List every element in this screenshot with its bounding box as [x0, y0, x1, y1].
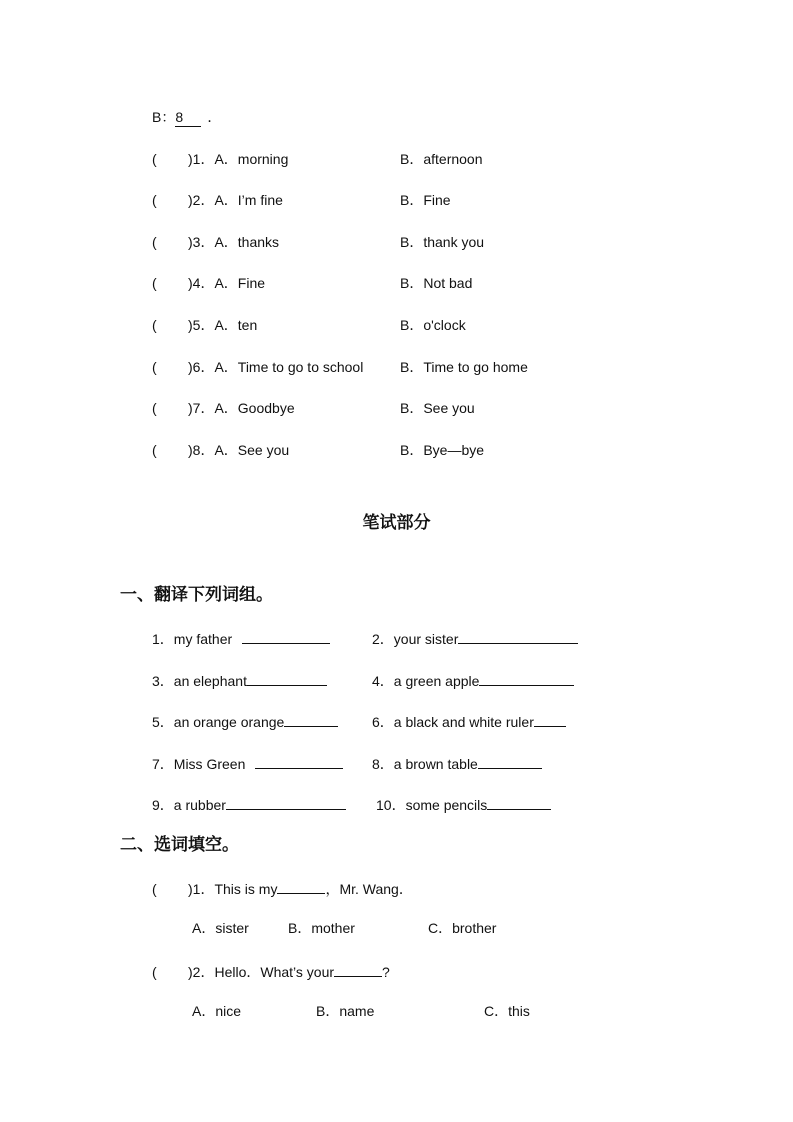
answer-line: [152, 108, 221, 127]
translation-item: [152, 670, 327, 690]
option-a: A．Fine: [214, 275, 266, 291]
phrase: 7．Miss Green: [152, 756, 246, 772]
listening-item: [152, 358, 363, 376]
answer-blank[interactable]: [479, 670, 574, 686]
option-c: C．brother: [428, 920, 497, 936]
option-b: B．Fine: [400, 192, 451, 208]
listening-item: [152, 233, 279, 251]
answer-label: B：: [152, 109, 176, 125]
item-number: )7．: [188, 400, 215, 416]
phrase: 2．your sister: [372, 631, 459, 647]
answer-blank[interactable]: [487, 794, 551, 810]
answer-blank[interactable]: [255, 753, 343, 769]
answer-blank[interactable]: [242, 628, 330, 644]
option-a: A．sister: [192, 920, 249, 936]
listening-item: [152, 399, 295, 417]
item-number: )4．: [188, 275, 215, 291]
translation-item: [372, 753, 542, 773]
listening-item: [152, 191, 283, 209]
question-2: [152, 961, 390, 981]
answer-blank[interactable]: [334, 961, 382, 977]
phrase: 9．a rubber: [152, 797, 226, 813]
phrase: 5．an orange orange: [152, 714, 285, 730]
translation-item: [152, 628, 330, 648]
answer-value: 8: [175, 108, 201, 127]
answer-paren[interactable]: (: [152, 192, 157, 208]
option-b: B．mother: [288, 920, 355, 936]
written-part-title: 笔试部分: [362, 513, 431, 533]
option-b: B．name: [316, 1003, 375, 1019]
option-a: A．Time to go to school: [214, 359, 364, 375]
option-b: B．afternoon: [400, 151, 483, 167]
translation-item: [152, 794, 346, 814]
option-a: A．nice: [192, 1003, 242, 1019]
answer-blank[interactable]: [277, 878, 325, 894]
item-number: )6．: [188, 359, 215, 375]
question-text-end: ，Mr. Wang．: [325, 881, 413, 897]
option-a: A．Goodbye: [214, 400, 295, 416]
question-number: )2．: [188, 964, 215, 980]
answer-blank[interactable]: [247, 670, 327, 686]
answer-paren[interactable]: (: [152, 881, 157, 897]
question-text-end: ?: [382, 964, 390, 980]
phrase: 3．an elephant: [152, 673, 247, 689]
answer-blank[interactable]: [478, 753, 542, 769]
option-c: C．this: [484, 1003, 530, 1019]
question-1: [152, 878, 413, 898]
answer-suffix: ．: [207, 109, 222, 125]
phrase: 10．some pencils: [376, 797, 488, 813]
answer-paren[interactable]: (: [152, 275, 157, 291]
translation-item: [372, 711, 566, 731]
item-number: )5．: [188, 317, 215, 333]
option-a: A．morning: [214, 151, 289, 167]
question-number: )1．: [188, 881, 215, 897]
answer-blank[interactable]: [534, 711, 566, 727]
answer-paren[interactable]: (: [152, 151, 157, 167]
answer-paren[interactable]: (: [152, 359, 157, 375]
option-a: A．See you: [214, 442, 290, 458]
phrase: 1．my father: [152, 631, 233, 647]
option-b: B．thank you: [400, 234, 485, 250]
option-a: A．ten: [214, 317, 258, 333]
item-number: )2．: [188, 192, 215, 208]
translation-item: [372, 628, 578, 648]
phrase: 8．a brown table: [372, 756, 478, 772]
translation-item: [152, 711, 338, 731]
answer-paren[interactable]: (: [152, 317, 157, 333]
question-text: This is my: [214, 881, 278, 897]
option-a: A．I’m fine: [214, 192, 283, 208]
section1-title: 一、翻译下列词组。: [120, 585, 273, 605]
option-b: B．See you: [400, 400, 475, 416]
option-a: A．thanks: [214, 234, 280, 250]
phrase: 6．a black and white ruler: [372, 714, 534, 730]
translation-item: [152, 753, 343, 773]
answer-paren[interactable]: (: [152, 964, 157, 980]
listening-item: [152, 150, 288, 168]
answer-paren[interactable]: (: [152, 400, 157, 416]
item-number: )3．: [188, 234, 215, 250]
translation-item: [376, 794, 551, 814]
translation-item: [372, 670, 574, 690]
answer-blank[interactable]: [458, 628, 578, 644]
answer-paren[interactable]: (: [152, 442, 157, 458]
item-number: )8．: [188, 442, 215, 458]
phrase: 4．a green apple: [372, 673, 480, 689]
listening-item: [152, 274, 265, 292]
section2-title: 二、选词填空。: [120, 835, 239, 855]
answer-blank[interactable]: [284, 711, 338, 727]
option-b: B．Time to go home: [400, 359, 528, 375]
answer-blank[interactable]: [226, 794, 346, 810]
option-b: B．Bye—bye: [400, 442, 485, 458]
option-b: B．Not bad: [400, 275, 473, 291]
listening-item: [152, 441, 289, 459]
item-number: )1．: [188, 151, 215, 167]
answer-paren[interactable]: (: [152, 234, 157, 250]
question-text: Hello．What’s your: [214, 964, 335, 980]
listening-item: [152, 316, 257, 334]
option-b: B．o'clock: [400, 317, 466, 333]
